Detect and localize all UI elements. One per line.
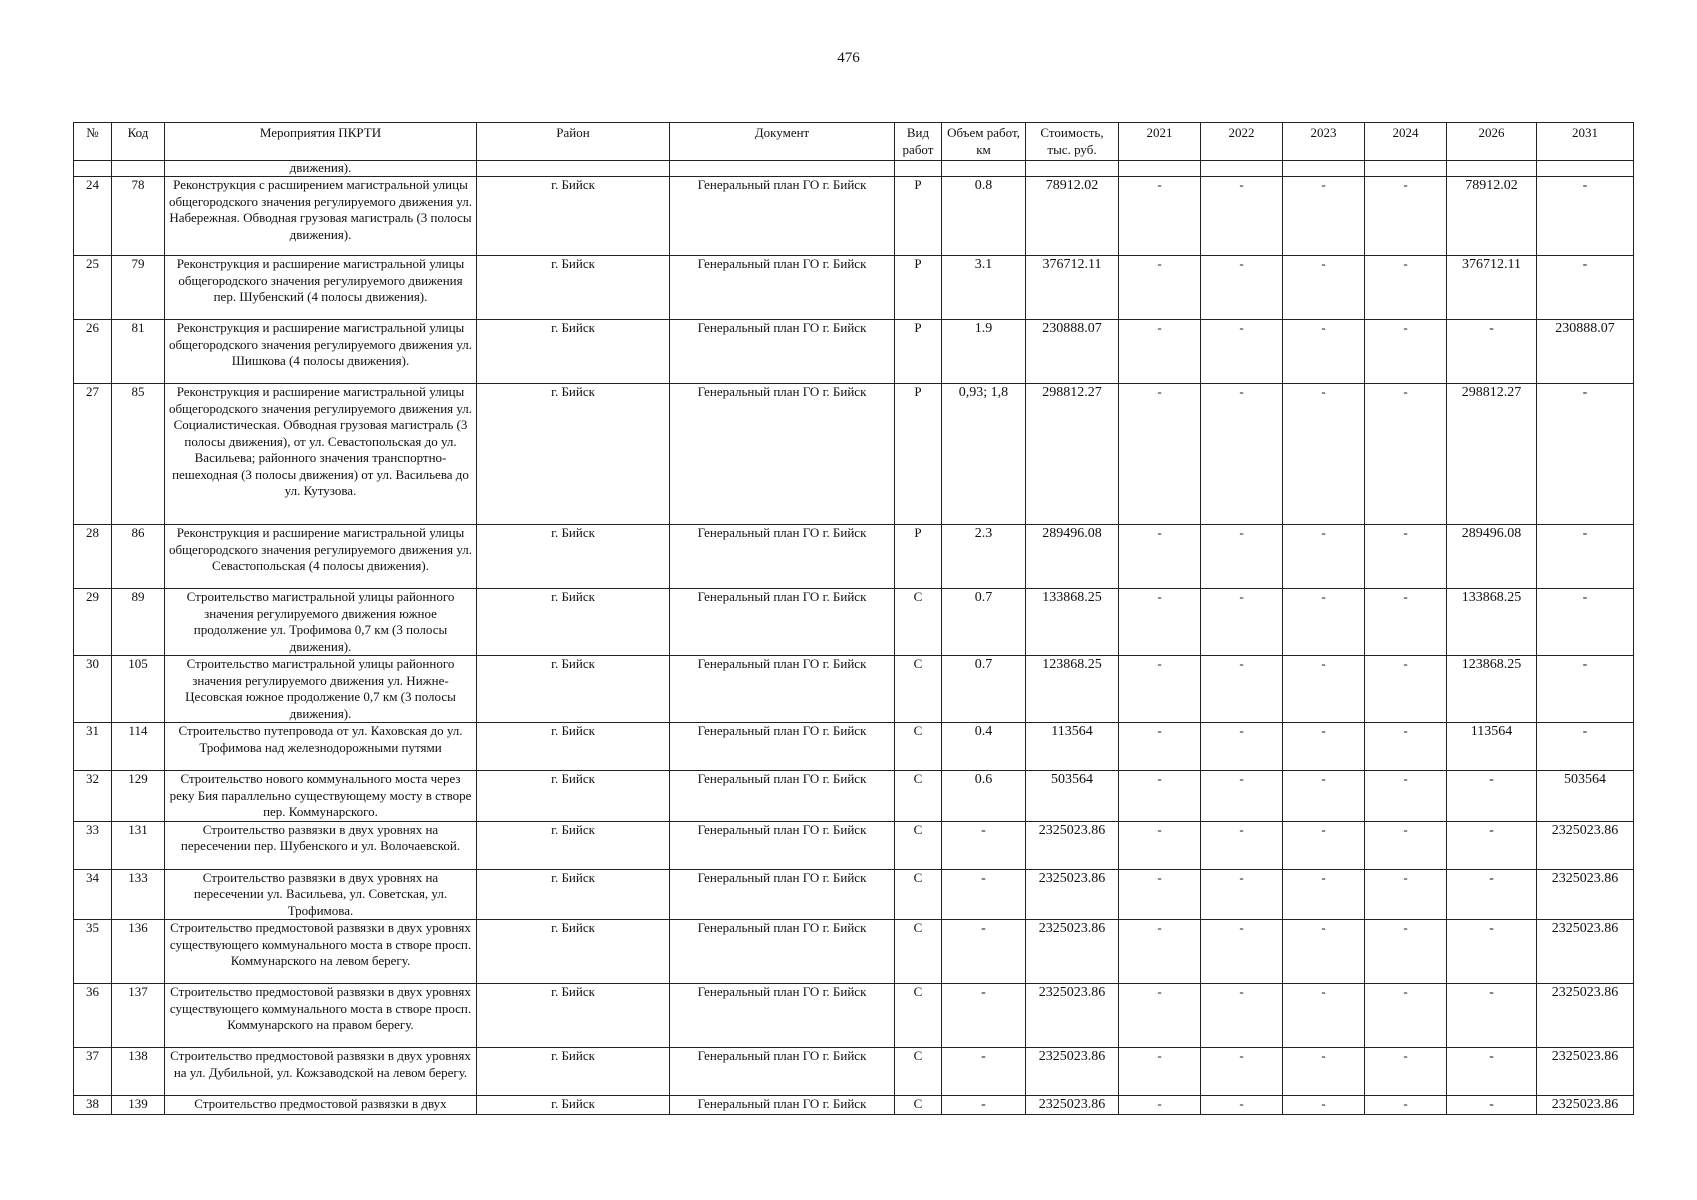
row-measure: Строительство предмостовой развязки в двух (165, 1096, 477, 1115)
row-number (74, 161, 112, 177)
row-2023: - (1283, 723, 1365, 771)
row-2023: - (1283, 177, 1365, 256)
row-2026: 78912.02 (1447, 177, 1537, 256)
row-cost: 376712.11 (1026, 256, 1119, 320)
row-work-type: Р (895, 177, 942, 256)
header-col-2022: 2022 (1201, 123, 1283, 161)
row-measure: Реконструкция и расширение магистральной улицы общегородского значения регулируемого движения ул. Шишкова (4 полосы движения). (165, 320, 477, 384)
table-row (74, 525, 1634, 589)
row-number: 26 (74, 320, 112, 384)
row-2031: 2325023.86 (1537, 1096, 1634, 1115)
header-col-district: Район (477, 123, 670, 161)
row-cost: 133868.25 (1026, 589, 1119, 656)
row-number: 37 (74, 1048, 112, 1096)
row-2024: - (1365, 256, 1447, 320)
row-2023: - (1283, 869, 1365, 920)
row-2023: - (1283, 984, 1365, 1048)
row-2031: 230888.07 (1537, 320, 1634, 384)
row-cost: 2325023.86 (1026, 1096, 1119, 1115)
row-number: 34 (74, 869, 112, 920)
row-2022: - (1201, 256, 1283, 320)
row-work-type: С (895, 656, 942, 723)
row-2031: 503564 (1537, 771, 1634, 822)
row-2023: - (1283, 771, 1365, 822)
page-number: 476 (837, 50, 860, 66)
header-col-2021: 2021 (1119, 123, 1201, 161)
row-2023: - (1283, 1096, 1365, 1115)
row-2024: - (1365, 723, 1447, 771)
row-district: г. Бийск (477, 821, 670, 869)
row-document: Генеральный план ГО г. Бийск (670, 256, 895, 320)
row-2023: - (1283, 384, 1365, 525)
row-work-type: С (895, 1096, 942, 1115)
row-2022: - (1201, 589, 1283, 656)
row-2022: - (1201, 320, 1283, 384)
row-measure: Строительство развязки в двух уровнях на пересечении ул. Васильева, ул. Советская, ул. Трофимова. (165, 869, 477, 920)
row-2031: - (1537, 177, 1634, 256)
row-district: г. Бийск (477, 869, 670, 920)
row-2031: - (1537, 589, 1634, 656)
table-row (74, 384, 1634, 525)
row-document: Генеральный план ГО г. Бийск (670, 384, 895, 525)
table-row (74, 177, 1634, 256)
row-2024: - (1365, 869, 1447, 920)
row-2021: - (1119, 384, 1201, 525)
row-volume: 0.7 (942, 589, 1026, 656)
row-2023: - (1283, 525, 1365, 589)
row-2023: - (1283, 320, 1365, 384)
row-2031: 2325023.86 (1537, 869, 1634, 920)
row-volume: - (942, 869, 1026, 920)
row-volume: - (942, 984, 1026, 1048)
row-cost (1026, 161, 1119, 177)
row-2024: - (1365, 589, 1447, 656)
row-2022: - (1201, 771, 1283, 822)
row-work-type: С (895, 723, 942, 771)
row-measure: Строительство предмостовой развязки в двух уровнях существующего коммунального моста в створе просп. Коммунарского на правом берегу. (165, 984, 477, 1048)
row-2022: - (1201, 384, 1283, 525)
row-district: г. Бийск (477, 320, 670, 384)
row-2021: - (1119, 771, 1201, 822)
row-measure: движения). (165, 161, 477, 177)
row-2024: - (1365, 771, 1447, 822)
row-2021: - (1119, 984, 1201, 1048)
row-2026: - (1447, 869, 1537, 920)
row-volume: - (942, 821, 1026, 869)
row-document: Генеральный план ГО г. Бийск (670, 525, 895, 589)
header-col-2026: 2026 (1447, 123, 1537, 161)
row-district: г. Бийск (477, 984, 670, 1048)
row-code: 78 (112, 177, 165, 256)
header-col-2024: 2024 (1365, 123, 1447, 161)
row-2031: - (1537, 384, 1634, 525)
row-cost: 2325023.86 (1026, 920, 1119, 984)
row-district: г. Бийск (477, 256, 670, 320)
row-2031 (1537, 161, 1634, 177)
row-cost: 298812.27 (1026, 384, 1119, 525)
row-district: г. Бийск (477, 384, 670, 525)
header-col-number: № (74, 123, 112, 161)
table-row (74, 821, 1634, 869)
header-col-cost: Стоимость, тыс. руб. (1026, 123, 1119, 161)
row-2026: - (1447, 320, 1537, 384)
row-2026: - (1447, 821, 1537, 869)
row-document: Генеральный план ГО г. Бийск (670, 723, 895, 771)
row-volume: 0.8 (942, 177, 1026, 256)
row-2031: - (1537, 256, 1634, 320)
row-work-type: С (895, 771, 942, 822)
row-2021: - (1119, 723, 1201, 771)
row-volume: 0.6 (942, 771, 1026, 822)
row-2023: - (1283, 920, 1365, 984)
row-2031: 2325023.86 (1537, 821, 1634, 869)
row-measure: Строительство предмостовой развязки в двух уровнях существующего коммунального моста в створе просп. Коммунарского на левом берегу. (165, 920, 477, 984)
row-2024: - (1365, 821, 1447, 869)
row-code: 138 (112, 1048, 165, 1096)
row-2021: - (1119, 656, 1201, 723)
row-2023: - (1283, 821, 1365, 869)
row-2022: - (1201, 656, 1283, 723)
row-2022: - (1201, 177, 1283, 256)
row-2024: - (1365, 984, 1447, 1048)
row-district: г. Бийск (477, 177, 670, 256)
row-cost: 289496.08 (1026, 525, 1119, 589)
table-row (74, 256, 1634, 320)
row-work-type: С (895, 821, 942, 869)
row-2021: - (1119, 1048, 1201, 1096)
row-number: 33 (74, 821, 112, 869)
row-2021: - (1119, 525, 1201, 589)
row-number: 31 (74, 723, 112, 771)
row-work-type: Р (895, 320, 942, 384)
row-2022: - (1201, 984, 1283, 1048)
table-row (74, 1096, 1634, 1115)
row-code: 105 (112, 656, 165, 723)
row-2026: - (1447, 1096, 1537, 1115)
row-code: 136 (112, 920, 165, 984)
row-number: 29 (74, 589, 112, 656)
row-work-type: С (895, 589, 942, 656)
row-district: г. Бийск (477, 771, 670, 822)
row-work-type: С (895, 869, 942, 920)
row-volume: 1.9 (942, 320, 1026, 384)
header-col-2023: 2023 (1283, 123, 1365, 161)
row-volume: 0,93; 1,8 (942, 384, 1026, 525)
row-2026: 289496.08 (1447, 525, 1537, 589)
header-col-2031: 2031 (1537, 123, 1634, 161)
row-number: 36 (74, 984, 112, 1048)
row-2023: - (1283, 589, 1365, 656)
row-cost: 113564 (1026, 723, 1119, 771)
row-2022: - (1201, 525, 1283, 589)
row-2022: - (1201, 869, 1283, 920)
row-district: г. Бийск (477, 589, 670, 656)
row-2024: - (1365, 920, 1447, 984)
row-volume: 3.1 (942, 256, 1026, 320)
row-2031: - (1537, 656, 1634, 723)
row-document: Генеральный план ГО г. Бийск (670, 984, 895, 1048)
header-col-volume: Объем работ, км (942, 123, 1026, 161)
row-work-type: С (895, 1048, 942, 1096)
row-2021: - (1119, 920, 1201, 984)
row-measure: Реконструкция с расширением магистральной улицы общегородского значения регулируемого движения ул. Набережная. Обводная грузовая магистраль (3 полосы движения). (165, 177, 477, 256)
row-cost: 123868.25 (1026, 656, 1119, 723)
row-work-type: С (895, 984, 942, 1048)
row-number: 24 (74, 177, 112, 256)
row-2026: - (1447, 771, 1537, 822)
row-code: 129 (112, 771, 165, 822)
row-cost: 2325023.86 (1026, 984, 1119, 1048)
row-cost: 78912.02 (1026, 177, 1119, 256)
header-row (74, 123, 1634, 161)
row-2021 (1119, 161, 1201, 177)
row-number: 38 (74, 1096, 112, 1115)
row-document: Генеральный план ГО г. Бийск (670, 177, 895, 256)
row-measure: Строительство предмостовой развязки в двух уровнях на ул. Дубильной, ул. Кожзаводской на левом берегу. (165, 1048, 477, 1096)
table-row (74, 723, 1634, 771)
row-work-type: Р (895, 384, 942, 525)
row-2026: - (1447, 1048, 1537, 1096)
row-district (477, 161, 670, 177)
header-col-code: Код (112, 123, 165, 161)
row-volume: 2.3 (942, 525, 1026, 589)
row-work-type: Р (895, 256, 942, 320)
table-row (74, 869, 1634, 920)
table-row (74, 771, 1634, 822)
row-measure: Реконструкция и расширение магистральной улицы общегородского значения регулируемого движения ул. Социалистическая. Обводная грузовая магистраль (3 полосы движения), от ул. Севастопольская до ул. Васильева; районного значения транспортно-пешеходная (3 полосы движения) от ул. Васильева до ул. Кутузова. (165, 384, 477, 525)
row-measure: Строительство путепровода от ул. Каховская до ул. Трофимова над железнодорожными путями (165, 723, 477, 771)
row-measure: Реконструкция и расширение магистральной улицы общегородского значения регулируемого движения пер. Шубенский (4 полосы движения). (165, 256, 477, 320)
row-cost: 503564 (1026, 771, 1119, 822)
row-work-type: Р (895, 525, 942, 589)
row-2021: - (1119, 320, 1201, 384)
row-2021: - (1119, 177, 1201, 256)
row-2031: 2325023.86 (1537, 920, 1634, 984)
table-row (74, 920, 1634, 984)
row-district: г. Бийск (477, 1096, 670, 1115)
row-number: 25 (74, 256, 112, 320)
row-2024: - (1365, 1096, 1447, 1115)
road-projects-table (73, 122, 1634, 1115)
row-number: 30 (74, 656, 112, 723)
row-cost: 2325023.86 (1026, 821, 1119, 869)
row-2023 (1283, 161, 1365, 177)
row-code: 131 (112, 821, 165, 869)
row-2031: - (1537, 723, 1634, 771)
row-code: 133 (112, 869, 165, 920)
row-cost: 2325023.86 (1026, 1048, 1119, 1096)
row-2024: - (1365, 384, 1447, 525)
row-2026: - (1447, 984, 1537, 1048)
row-2026 (1447, 161, 1537, 177)
row-2024: - (1365, 177, 1447, 256)
row-document: Генеральный план ГО г. Бийск (670, 1096, 895, 1115)
row-code (112, 161, 165, 177)
row-code: 86 (112, 525, 165, 589)
row-2024 (1365, 161, 1447, 177)
row-district: г. Бийск (477, 1048, 670, 1096)
row-code: 79 (112, 256, 165, 320)
table-body (74, 161, 1634, 1115)
row-2024: - (1365, 320, 1447, 384)
row-document: Генеральный план ГО г. Бийск (670, 869, 895, 920)
row-2024: - (1365, 656, 1447, 723)
row-code: 85 (112, 384, 165, 525)
row-measure: Строительство магистральной улицы районного значения регулируемого движения южное продолжение ул. Трофимова 0,7 км (3 полосы движения). (165, 589, 477, 656)
row-2026: - (1447, 920, 1537, 984)
row-2021: - (1119, 256, 1201, 320)
row-work-type (895, 161, 942, 177)
row-cost: 2325023.86 (1026, 869, 1119, 920)
row-2026: 298812.27 (1447, 384, 1537, 525)
row-2023: - (1283, 656, 1365, 723)
row-cost: 230888.07 (1026, 320, 1119, 384)
row-2022: - (1201, 1096, 1283, 1115)
row-2026: 376712.11 (1447, 256, 1537, 320)
row-2022: - (1201, 920, 1283, 984)
row-2021: - (1119, 1096, 1201, 1115)
row-2022 (1201, 161, 1283, 177)
row-district: г. Бийск (477, 525, 670, 589)
row-volume: - (942, 1096, 1026, 1115)
row-volume: - (942, 920, 1026, 984)
row-2026: 113564 (1447, 723, 1537, 771)
row-document: Генеральный план ГО г. Бийск (670, 589, 895, 656)
row-2022: - (1201, 1048, 1283, 1096)
table-row (74, 1048, 1634, 1096)
row-2023: - (1283, 256, 1365, 320)
table-row (74, 320, 1634, 384)
row-district: г. Бийск (477, 723, 670, 771)
row-volume: - (942, 1048, 1026, 1096)
row-2021: - (1119, 589, 1201, 656)
row-district: г. Бийск (477, 920, 670, 984)
header-col-document: Документ (670, 123, 895, 161)
row-volume: 0.4 (942, 723, 1026, 771)
table-row (74, 589, 1634, 656)
table-header (74, 123, 1634, 161)
row-2024: - (1365, 525, 1447, 589)
row-volume: 0.7 (942, 656, 1026, 723)
row-measure: Строительство нового коммунального моста через реку Бия параллельно существующему мосту в створе пер. Коммунарского. (165, 771, 477, 822)
row-2021: - (1119, 869, 1201, 920)
table-row (74, 161, 1634, 177)
row-number: 35 (74, 920, 112, 984)
table-row (74, 984, 1634, 1048)
row-measure: Реконструкция и расширение магистральной улицы общегородского значения регулируемого движения ул. Севастопольская (4 полосы движения). (165, 525, 477, 589)
row-2026: 123868.25 (1447, 656, 1537, 723)
row-volume (942, 161, 1026, 177)
row-2022: - (1201, 723, 1283, 771)
header-col-measures: Мероприятия ПКРТИ (165, 123, 477, 161)
row-2031: 2325023.86 (1537, 1048, 1634, 1096)
row-number: 28 (74, 525, 112, 589)
row-2024: - (1365, 1048, 1447, 1096)
row-2031: 2325023.86 (1537, 984, 1634, 1048)
row-number: 27 (74, 384, 112, 525)
row-document: Генеральный план ГО г. Бийск (670, 821, 895, 869)
row-2031: - (1537, 525, 1634, 589)
header-col-work-type: Вид работ (895, 123, 942, 161)
row-document: Генеральный план ГО г. Бийск (670, 1048, 895, 1096)
row-document: Генеральный план ГО г. Бийск (670, 920, 895, 984)
row-code: 114 (112, 723, 165, 771)
row-work-type: С (895, 920, 942, 984)
row-measure: Строительство магистральной улицы районного значения регулируемого движения ул. Нижне-Цесовская южное продолжение 0,7 км (3 полосы движения). (165, 656, 477, 723)
row-document: Генеральный план ГО г. Бийск (670, 320, 895, 384)
row-2021: - (1119, 821, 1201, 869)
table-row (74, 656, 1634, 723)
row-code: 89 (112, 589, 165, 656)
row-code: 137 (112, 984, 165, 1048)
row-2026: 133868.25 (1447, 589, 1537, 656)
row-district: г. Бийск (477, 656, 670, 723)
row-code: 139 (112, 1096, 165, 1115)
row-code: 81 (112, 320, 165, 384)
row-document: Генеральный план ГО г. Бийск (670, 771, 895, 822)
row-number: 32 (74, 771, 112, 822)
row-measure: Строительство развязки в двух уровнях на пересечении пер. Шубенского и ул. Волочаевской. (165, 821, 477, 869)
row-2022: - (1201, 821, 1283, 869)
row-document: Генеральный план ГО г. Бийск (670, 656, 895, 723)
row-document (670, 161, 895, 177)
row-2023: - (1283, 1048, 1365, 1096)
